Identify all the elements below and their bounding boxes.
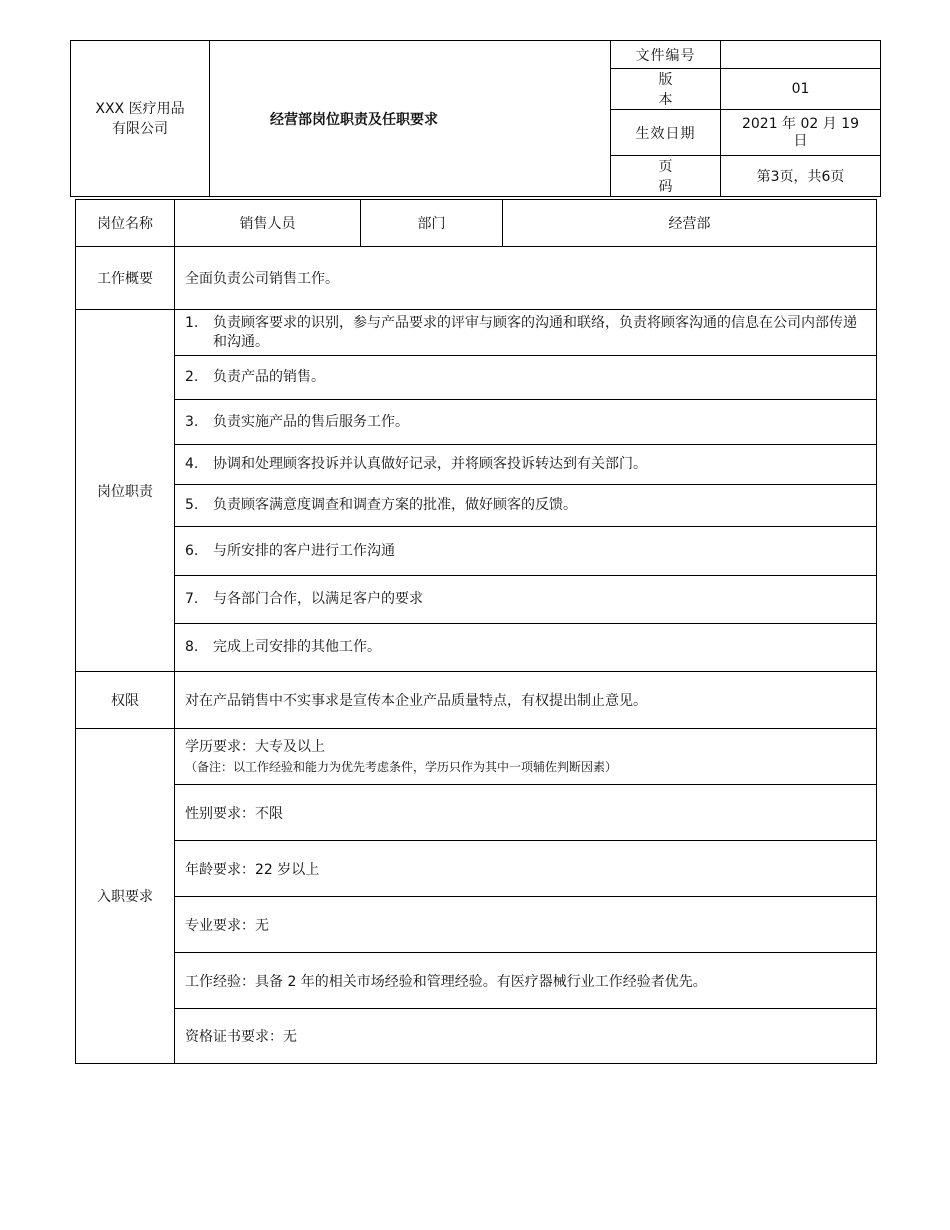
- requirement-row: [76, 897, 877, 953]
- duty-number: 7.: [185, 591, 199, 607]
- duty-item: [175, 624, 877, 672]
- requirement-row: [76, 953, 877, 1009]
- duties-label: 岗位职责: [76, 310, 175, 672]
- requirement-row: [76, 729, 877, 785]
- overview-label: 工作概要: [76, 247, 175, 310]
- requirement-row: [76, 1009, 877, 1064]
- duty-text: 负责顾客满意度调查和调查方案的批准，做好顾客的反馈。: [213, 497, 577, 513]
- major-requirement: 专业要求：无: [175, 897, 877, 953]
- certificate-requirement: 资格证书要求：无: [175, 1009, 877, 1064]
- position-name-label: 岗位名称: [76, 200, 175, 247]
- duty-text: 负责产品的销售。: [213, 369, 325, 385]
- file-number-label: 文件编号: [611, 41, 721, 69]
- duty-item: [175, 310, 877, 356]
- education-requirement-text: 学历要求：大专及以上: [185, 738, 325, 755]
- duty-text: 协调和处理顾客投诉并认真做好记录，并将顾客投诉转达到有关部门。: [213, 456, 647, 472]
- requirement-row: [76, 785, 877, 841]
- version-value: 01: [721, 69, 881, 110]
- effective-date-label: 生效日期: [611, 110, 721, 156]
- duty-item: [175, 356, 877, 400]
- duty-number: 2.: [185, 369, 199, 385]
- gender-requirement: 性别要求：不限: [175, 785, 877, 841]
- age-requirement: 年龄要求：22 岁以上: [175, 841, 877, 897]
- department-value: 经营部: [503, 200, 877, 247]
- duty-text: 负责顾客要求的识别，参与产品要求的评审与顾客的沟通和联络，负责将顾客沟通的信息在公司内部传递和沟通。: [213, 314, 857, 350]
- duty-item: [175, 445, 877, 485]
- authority-label: 权限: [76, 672, 175, 729]
- effective-date-value: [721, 110, 881, 156]
- effective-date-line1: 2021 年 02 月 19: [741, 115, 860, 132]
- file-number-value: [721, 41, 881, 69]
- requirements-label: 入职要求: [76, 729, 175, 1064]
- company-name-line1: XXX 医疗用品: [95, 100, 185, 117]
- duty-item: [175, 400, 877, 445]
- page-number-value: 第3页，共6页: [721, 156, 881, 197]
- duty-row: [76, 576, 877, 624]
- duty-item: [175, 576, 877, 624]
- company-name-line2: 有限公司: [112, 120, 168, 137]
- duty-text: 与所安排的客户进行工作沟通: [213, 542, 395, 559]
- duty-text: 完成上司安排的其他工作。: [213, 639, 381, 655]
- duty-row: [76, 485, 877, 527]
- duty-row: [76, 400, 877, 445]
- authority-text: 对在产品销售中不实事求是宣传本企业产品质量特点，有权提出制止意见。: [175, 672, 877, 729]
- job-description-table: [75, 199, 877, 1064]
- duty-row: [76, 624, 877, 672]
- document-header: [70, 40, 881, 197]
- duty-number: 3.: [185, 413, 199, 430]
- duty-text: 负责实施产品的售后服务工作。: [213, 413, 409, 430]
- position-row: [76, 200, 877, 247]
- company-name: [71, 41, 210, 197]
- duty-number: 6.: [185, 542, 199, 559]
- duty-row: [76, 527, 877, 576]
- effective-date-line2: 日: [793, 132, 808, 149]
- duty-row: [76, 356, 877, 400]
- document-title: 经营部岗位职责及任职要求: [210, 41, 611, 197]
- department-label: 部门: [361, 200, 503, 247]
- duty-number: 1.: [185, 314, 199, 331]
- experience-requirement: 工作经验：具备 2 年的相关市场经验和管理经验。有医疗器械行业工作经验者优先。: [175, 953, 877, 1009]
- version-label: 版本: [611, 69, 721, 110]
- duty-number: 5.: [185, 497, 199, 513]
- duty-row: [76, 310, 877, 356]
- duty-number: 8.: [185, 639, 199, 655]
- duty-item: [175, 485, 877, 527]
- requirement-row: [76, 841, 877, 897]
- overview-text: 全面负责公司销售工作。: [175, 247, 877, 310]
- overview-row: [76, 247, 877, 310]
- education-requirement: [175, 729, 877, 785]
- duty-text: 与各部门合作，以满足客户的要求: [213, 591, 423, 607]
- education-note: （备注：以工作经验和能力为优先考虑条件，学历只作为其中一项辅佐判断因素）: [185, 759, 618, 774]
- page-label: 页码: [611, 156, 721, 197]
- authority-row: [76, 672, 877, 729]
- duty-item: [175, 527, 877, 576]
- duty-number: 4.: [185, 456, 199, 472]
- position-name-value: 销售人员: [175, 200, 361, 247]
- duty-row: [76, 445, 877, 485]
